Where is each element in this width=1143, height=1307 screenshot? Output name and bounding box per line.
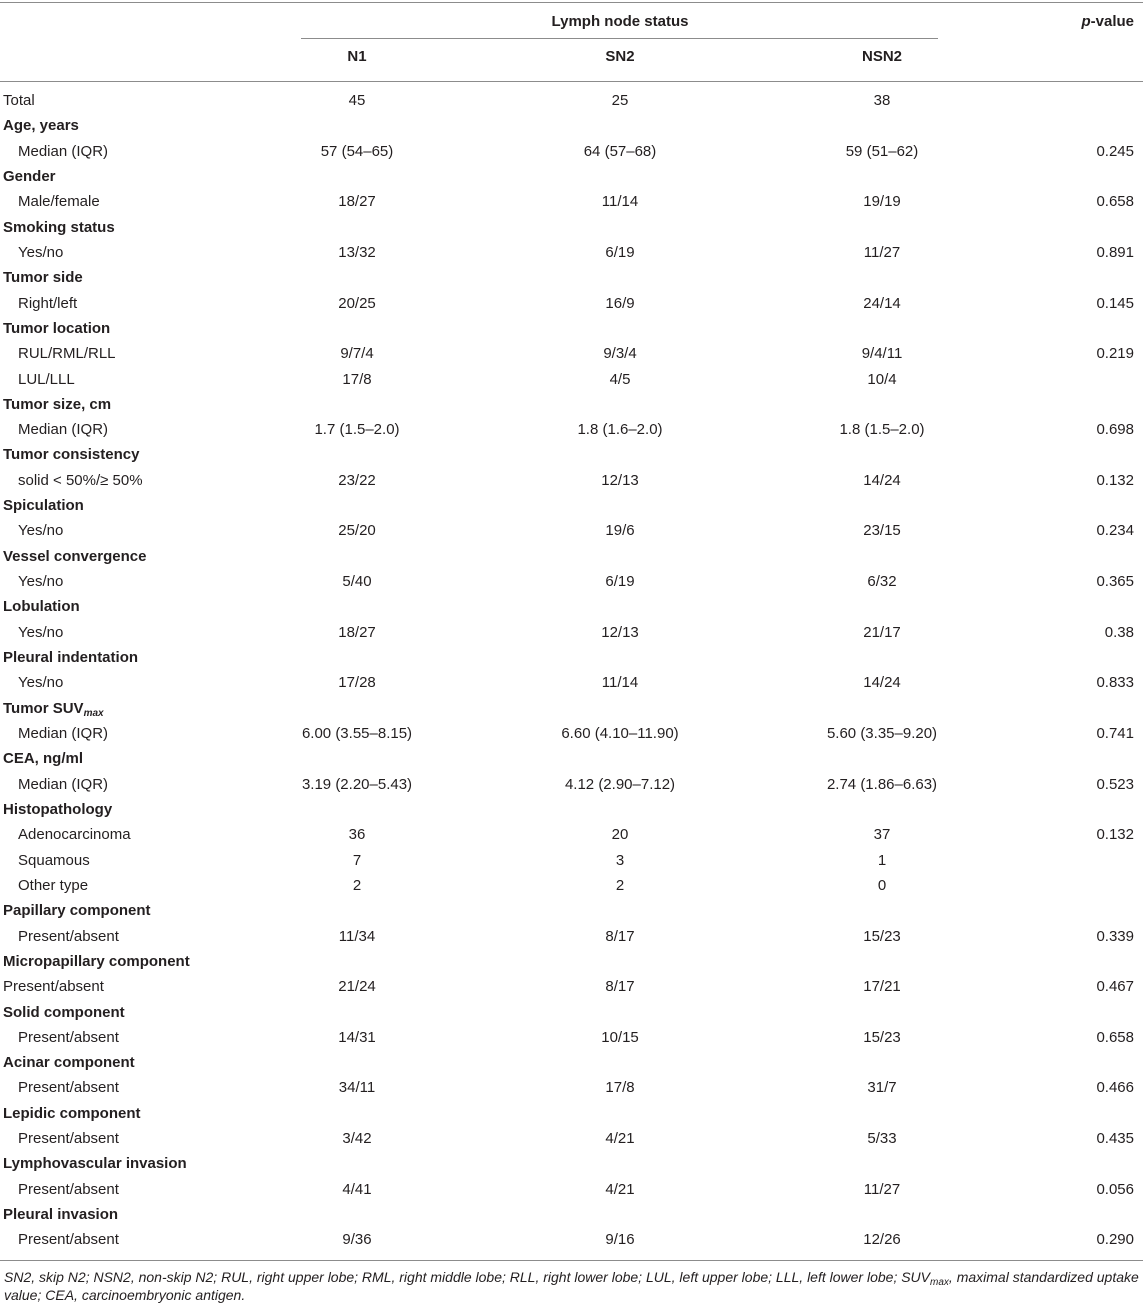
row-label [18,421,108,439]
section-heading [3,1054,135,1072]
table-cell-nsn2: 1.8 (1.5–2.0) [839,421,925,438]
section-heading [3,700,104,718]
table-cell-pvalue: 0.365 [1096,573,1134,590]
table-cell-nsn2: 5/33 [867,1130,897,1147]
table-cell-n1: 18/27 [338,624,376,641]
table-cell-n1: 6.00 (3.55–8.15) [301,725,413,742]
row-label-text: Male/female [18,193,100,210]
section-heading [3,219,115,237]
table-cell-nsn2: 31/7 [867,1079,897,1096]
table-cell-nsn2: 38 [873,92,891,109]
row-label [18,371,75,389]
table-cell-nsn2: 24/14 [863,295,901,312]
table-cell-n1: 21/24 [338,978,376,995]
section-heading [3,1155,187,1173]
row-label [18,725,108,743]
table-cell-pvalue: 0.658 [1096,1029,1134,1046]
row-label-text: Micropapillary component [3,953,190,970]
table-cell-sn2: 6/19 [605,573,635,590]
table-cell-n1: 23/22 [338,472,376,489]
table-cell-nsn2: 6/32 [867,573,897,590]
row-label-text: Yes/no [18,573,64,590]
section-heading [3,497,84,515]
section-heading [3,750,83,768]
row-label-text: Median (IQR) [18,725,109,742]
row-label [18,295,77,313]
row-label-text: Vessel convergence [3,548,147,565]
row-label-text: Spiculation [3,497,84,514]
table-cell-sn2: 12/13 [601,624,639,641]
row-label [18,1029,119,1047]
table-cell-n1: 4/41 [342,1181,372,1198]
row-label-text: Lymphovascular invasion [3,1155,187,1172]
table-cell-n1: 18/27 [338,193,376,210]
row-label [18,345,116,363]
table-cell-sn2: 3 [615,852,625,869]
table-cell-sn2: 6/19 [605,244,635,261]
row-label-text: Squamous [18,852,90,869]
row-label-text: Tumor side [3,269,83,286]
row-label-text: Present/absent [18,1181,119,1198]
row-label [18,1079,119,1097]
row-label [18,522,63,540]
row-label-text: Present/absent [18,1079,119,1096]
row-label-subscript: max [83,708,104,719]
row-label-text: Lepidic component [3,1105,141,1122]
row-label-text: Tumor consistency [3,446,140,463]
table-cell-nsn2: 14/24 [863,674,901,691]
column-header-sn2: SN2 [605,48,635,65]
section-heading [3,117,79,135]
row-label-text: RUL/RML/RLL [18,345,116,362]
table-cell-sn2: 20 [611,826,629,843]
table-cell-sn2: 25 [611,92,629,109]
row-label-text: Yes/no [18,674,64,691]
table-cell-nsn2: 0 [877,877,887,894]
table-cell-pvalue: 0.132 [1096,472,1134,489]
row-label-text: Smoking status [3,219,115,236]
table-cell-sn2: 17/8 [605,1079,635,1096]
row-label-text: Solid component [3,1004,125,1021]
row-label-text: Median (IQR) [18,776,109,793]
table-cell-n1: 20/25 [338,295,376,312]
table-cell-sn2: 6.60 (4.10–11.90) [561,725,679,742]
row-label-text: Other type [18,877,89,894]
table-cell-pvalue: 0.38 [1104,624,1134,641]
table-cell-pvalue: 0.056 [1096,1181,1134,1198]
section-heading [3,320,110,338]
row-label-text: LUL/LLL [18,371,75,388]
section-heading [3,902,151,920]
table-cell-nsn2: 15/23 [863,1029,901,1046]
table-cell-sn2: 9/16 [605,1231,635,1248]
section-heading [3,396,111,414]
section-heading [3,1004,125,1022]
column-header-nsn2: NSN2 [861,48,903,65]
table-cell-pvalue: 0.290 [1096,1231,1134,1248]
table-cell-n1: 2 [352,877,362,894]
table-cell-n1: 11/34 [338,928,376,945]
table-cell-pvalue: 0.741 [1096,725,1134,742]
column-header-n1: N1 [347,48,367,65]
row-label [18,826,131,844]
table-cell-sn2: 9/3/4 [603,345,637,362]
table-cell-n1: 36 [348,826,366,843]
row-label-text: Gender [3,168,56,185]
table-cell-n1: 14/31 [338,1029,376,1046]
table-cell-n1: 9/7/4 [340,345,374,362]
row-label [3,978,104,996]
row-label-text: Present/absent [3,978,104,995]
row-label-text: Adenocarcinoma [18,826,131,843]
row-label-text: Age, years [3,117,79,134]
row-label [18,877,88,895]
row-label [18,1231,119,1249]
footnote-part1: SN2, skip N2; NSN2, non-skip N2; RUL, right upper lobe; RML, right middle lobe; RLL, right lower lobe; LUL, left upper lobe; LLL, left lower lobe; SUV [4,1269,931,1285]
table-cell-nsn2: 12/26 [863,1231,901,1248]
table-cell-nsn2: 19/19 [863,193,901,210]
row-label-text: Tumor location [3,320,111,337]
footnote-part2: , maximal standardized uptake value; CEA, carcinoembryonic antigen. [4,1269,1139,1303]
table-cell-sn2: 11/14 [601,674,639,691]
row-label-text: Acinar component [3,1054,135,1071]
table-cell-n1: 13/32 [338,244,376,261]
row-label-text: Median (IQR) [18,143,109,160]
table-cell-n1: 9/36 [342,1231,372,1248]
table-cell-nsn2: 23/15 [863,522,901,539]
section-heading [3,598,80,616]
table-cell-sn2: 16/9 [605,295,635,312]
row-label [18,624,63,642]
row-label-text: CEA, ng/ml [3,750,84,767]
table-footnote [4,1268,1140,1304]
table-cell-nsn2: 11/27 [863,244,901,261]
table-cell-n1: 17/28 [338,674,376,691]
table-cell-sn2: 4.12 (2.90–7.12) [564,776,676,793]
table-cell-nsn2: 17/21 [863,978,901,995]
row-label [18,852,90,870]
row-label-text: Median (IQR) [18,421,109,438]
table-bottom-rule [0,1260,1143,1261]
row-label-text: Yes/no [18,624,64,641]
section-heading [3,168,56,186]
table-cell-pvalue: 0.658 [1096,193,1134,210]
table-cell-n1: 3/42 [342,1130,372,1147]
table-cell-pvalue: 0.891 [1096,244,1134,261]
table-cell-pvalue: 0.833 [1096,674,1134,691]
section-heading [3,1206,118,1224]
row-label-text: Right/left [18,295,78,312]
table-cell-pvalue: 0.245 [1096,143,1134,160]
table-cell-nsn2: 59 (51–62) [845,143,919,160]
table-cell-nsn2: 1 [877,852,887,869]
table-cell-pvalue: 0.234 [1096,522,1134,539]
table-cell-sn2: 8/17 [605,928,635,945]
footnote-sub: max [930,1277,949,1288]
table-cell-pvalue: 0.339 [1096,928,1134,945]
table-cell-nsn2: 11/27 [863,1181,901,1198]
table-cell-sn2: 2 [615,877,625,894]
group-header-lymph-node-status: Lymph node status [551,13,689,30]
table-cell-n1: 3.19 (2.20–5.43) [301,776,413,793]
row-label [18,472,143,490]
table-cell-sn2: 1.8 (1.6–2.0) [577,421,663,438]
table-cell-pvalue: 0.435 [1096,1130,1134,1147]
row-label [18,573,63,591]
table-cell-nsn2: 9/4/11 [861,345,903,362]
table-cell-n1: 5/40 [342,573,372,590]
row-label [3,92,35,110]
section-heading [3,548,146,566]
table-cell-n1: 17/8 [342,371,372,388]
row-label-text: Tumor SUV [3,700,84,717]
table-cell-pvalue: 0.467 [1096,978,1134,995]
section-heading [3,953,190,971]
table-cell-nsn2: 37 [873,826,891,843]
section-heading [3,801,112,819]
table-cell-n1: 45 [348,92,366,109]
row-label-text: Tumor size, cm [3,396,112,413]
table-cell-sn2: 10/15 [601,1029,639,1046]
table-cell-n1: 1.7 (1.5–2.0) [314,421,400,438]
pvalue-rest: -value [1090,13,1134,30]
table-cell-n1: 34/11 [338,1079,376,1096]
row-label-text: Total [3,92,35,109]
table-cell-n1: 25/20 [338,522,376,539]
row-label-text: Present/absent [18,928,119,945]
table-cell-sn2: 4/21 [605,1130,635,1147]
table-cell-pvalue: 0.698 [1096,421,1134,438]
table-cell-pvalue: 0.145 [1096,295,1134,312]
table-cell-sn2: 64 (57–68) [583,143,657,160]
row-label [18,193,100,211]
pvalue-italic: p [1081,13,1091,30]
section-heading [3,649,138,667]
table-cell-sn2: 12/13 [601,472,639,489]
row-label-text: Pleural indentation [3,649,139,666]
table-cell-nsn2: 2.74 (1.86–6.63) [826,776,938,793]
row-label-text: Lobulation [3,598,80,615]
section-heading [3,269,83,287]
row-label-text: Yes/no [18,522,64,539]
table-cell-sn2: 19/6 [605,522,635,539]
row-label-text: solid < 50%/≥ 50% [18,472,143,489]
table-cell-pvalue: 0.466 [1096,1079,1134,1096]
table-cell-pvalue: 0.219 [1096,345,1134,362]
row-label [18,674,63,692]
table-cell-sn2: 4/5 [609,371,631,388]
row-label [18,776,108,794]
table-cell-nsn2: 10/4 [867,371,897,388]
table-cell-sn2: 8/17 [605,978,635,995]
row-label [18,1181,119,1199]
section-heading [3,446,139,464]
row-label [18,928,119,946]
table-cell-sn2: 4/21 [605,1181,635,1198]
row-label-text: Yes/no [18,244,64,261]
table-cell-pvalue: 0.523 [1096,776,1134,793]
table-cell-n1: 7 [352,852,362,869]
row-label-text: Present/absent [18,1231,119,1248]
table-cell-sn2: 11/14 [601,193,639,210]
row-label-text: Present/absent [18,1130,119,1147]
row-label [18,244,63,262]
section-heading [3,1105,141,1123]
row-label-text: Histopathology [3,801,113,818]
table-cell-nsn2: 14/24 [863,472,901,489]
row-label [18,143,108,161]
row-label-text: Present/absent [18,1029,119,1046]
row-label [18,1130,119,1148]
table-cell-nsn2: 21/17 [863,624,901,641]
table-cell-nsn2: 5.60 (3.35–9.20) [826,725,938,742]
row-label-text: Papillary component [3,902,151,919]
table-cell-nsn2: 15/23 [863,928,901,945]
table-cell-n1: 57 (54–65) [320,143,394,160]
table-cell-pvalue: 0.132 [1096,826,1134,843]
row-label-text: Pleural invasion [3,1206,119,1223]
